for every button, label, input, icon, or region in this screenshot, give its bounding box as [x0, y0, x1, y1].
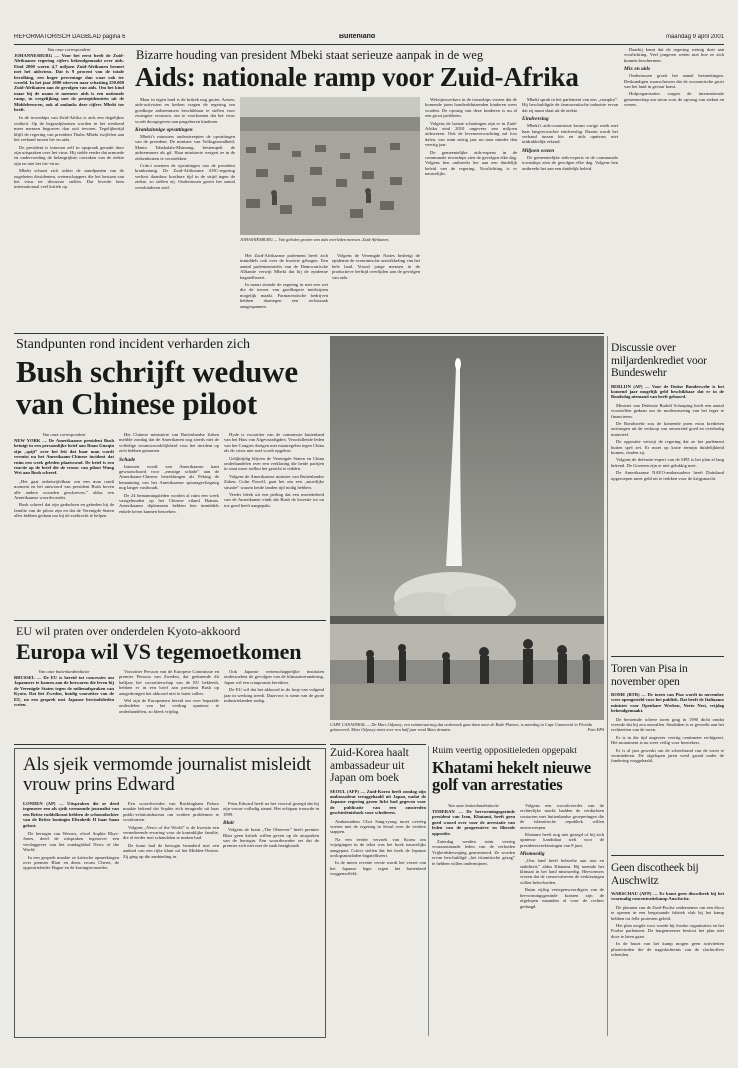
iran-headline: Khatami hekelt nieuwe golf van arrestaties — [432, 757, 591, 794]
bush-lead: NEW YORK — De Amerikaanse president Bush betuigt in een persoonlijke brief aan Ruan Guoqin zijn „spijt” over het feit dat haar man wordt vermist na het Amerikaans-Chinese incident dat ruim een week geleden plaatsvond. De brief is een reactie op de brief die de vrouw van piloot Wang Wei aan Bush schreef. — [14, 438, 114, 476]
mbeki-subhead: Miljoen wezen — [522, 147, 555, 154]
sidebar-rule — [611, 855, 724, 856]
mbeki-photo-caption: JOHANNESBURG — Van geleden graven van aids overleden mensen. Zuid-Afrikanen. — [240, 237, 390, 242]
bush-paragraph: Intussen wordt van Amerikaanse kant gewaarschuwd voor „ernstige schade” aan de Amerikaans-Chinese betrekkingen als Peking de bemanning van het Amerikaanse spionagevliegtuig nog langer vasthoudt. — [119, 463, 219, 491]
iran-paragraph: Zaterdag werden ruim veertig vooraanstaande leden van de verboden Vrijheidsbeweging gearresteerd. Ze worden ervan beschuldigd „het islamitische gezag” te hebben willen ondermijnen. — [432, 839, 515, 866]
mbeki-paragraph: Critici noemen de opvattingen van de president krankzinnig. De Zuid-Afrikaanse ANC-regering verliest daardoor kostbare tijd in de strijd tegen de ziekte, zo stellen zij. Ondertussen groeit het aantal weeskinderen snel. — [135, 163, 235, 190]
kyoto-paragraph: De EU wil dat het akkoord in de loop van volgend jaar in werking treedt. Daarvoor is steun van de grote industrielanden nodig. — [224, 687, 324, 704]
iran-column-1 — [432, 803, 515, 1035]
mbeki-kicker: Bizarre houding van president Mbeki staat serieuze aanpak in de weg — [136, 49, 484, 62]
disco-paragraph: Het plan zorgde voor woede bij Joodse organisaties en het Poolse parlement. De burgemeester besloot het plan niet door te laten gaan. — [611, 923, 724, 939]
kyoto-paragraph: Ook Japanse wetenschappelijke instituten onderzoeken de gevolgen van de klimaatverandering. Japan wil een compromis bereiken. — [224, 669, 324, 685]
edward-paragraph: In een gesprek maakte ze kritische opmerkingen over premier Blair en diens vrouw Cherie, de oppositieleider Hague en de koningin-moeder. — [23, 854, 119, 871]
kyoto-paragraph: Wel zijn de Europeanen bereid om over bepaalde onderdelen van het verdrag opnieuw te onderhandelen, zo bleek vrijdag. — [119, 698, 219, 714]
article-mbeki — [14, 47, 724, 332]
edward-subhead: Blair — [223, 820, 235, 827]
edward-column-3 — [223, 801, 319, 1031]
kyoto-byline: Van onze buitenlandredactie — [38, 669, 90, 674]
article-korea — [330, 747, 426, 1037]
pisa-paragraph: De beroemde scheve toren ging in 1990 dicht omdat vreesde dat hij zou omvallen. Sindsdien is er gewerkt aan het rechtzetten van de toren. — [611, 716, 724, 733]
edward-column-2 — [123, 801, 219, 1031]
sidebar-right — [611, 336, 724, 1038]
korea-paragraph: In de meest recente versie wordt het verzet van het Japanse leger tegen het buitenland weggemoffeld. — [330, 860, 426, 877]
kyoto-column-3 — [224, 669, 324, 743]
korea-headline: Zuid-Korea haalt ambassadeur uit Japan om boek — [330, 747, 409, 784]
mars-odyssey-photo — [330, 336, 604, 720]
pisa-paragraph: Er is al jaar gewerkt om de scheefstand van de toren te verminderen. De afgelopen jaren werd grond onder de fundering weggehaald. — [611, 747, 724, 764]
kyoto-paragraph: Voorzitter Persson van de Europese Commissie en premier Persson van Zweden, dat gedurende dit halfjaar het voorzitterschap van de EU bekleedt, hebben er in een brief aan president Bush op aangedrongen het akkoord niet te laten vallen. — [119, 669, 219, 696]
page-header — [14, 34, 724, 43]
mbeki-column-5 — [425, 97, 517, 329]
bush-paragraph: De 24 bemanningsleden worden al ruim een week vastgehouden op het Chinese eiland Hainan. Amerikaanse diplomaten hebben hen inmiddels enkele keren kunnen bezoeken. — [119, 492, 219, 514]
mbeki-paragraph: De president is intussen zelf in opspraak geraakt door zijn uitspraken over het virus. Hij stelde eerder dat armoede en ondervoeding de belangrijkste oorzaken van de ziekte zijn en niet het hiv-virus. — [14, 144, 124, 166]
korea-lead: SEOUL (AFP) — Zuid-Korea heeft zondag zijn ambassadeur teruggehaald uit Japan, nadat de Japanse regering groen licht had gegeven voor de publicatie van een omstreden geschiedenisboek voor scholieren. — [330, 788, 426, 816]
disco-lead: WARSCHAU (AFP) — Er komt geen discotheek bij het voormalig concentratiekamp Auschwitz. — [611, 891, 724, 902]
iran-column-2 — [520, 803, 604, 1035]
mbeki-column-7 — [624, 47, 724, 329]
korea-paragraph: Ambassadeur Choi Sang-ryong moet overleg voeren met de regering in Seoul over de verdere stappen. — [330, 818, 426, 835]
mbeki-subhead: Krankzinnige opvattingen — [135, 127, 193, 134]
kyoto-column-1 — [14, 669, 114, 743]
mbeki-paragraph: De gemeentelijke aids-experts in de communale townships zien de gevolgen elke dag. Volgens hen ontbreekt het aan een duidelijk beleid van de regering. Voorlichting is er nauwelijks. — [425, 149, 517, 177]
mbeki-paragraph: Het Zuid-Afrikaanse parlement heeft zich inmiddels ook over de kwestie gebogen. Een aantal parlementariërs van de Democratische Alliantie verwijt Mbeki dat hij de epidemie bagatelliseert. — [240, 253, 328, 280]
brief-disco — [611, 860, 724, 1038]
header-newspaper: REFORMATORISCH DAGBLAD pagina 6 — [14, 34, 126, 40]
sidebar-rule — [611, 656, 724, 657]
kredieten-paragraph: Minister van Defensie Rudolf Scharping heeft een aantal voorstellen gedaan om de modernisering van het leger te financieren. — [611, 402, 724, 419]
iran-paragraph: Khatami heeft nog niet gezegd of hij zich opnieuw kandidaat stelt voor de presidentsverkiezingen van 8 juni. — [520, 832, 604, 848]
kyoto-column-2 — [119, 669, 219, 743]
header-section: Buitenland — [339, 34, 376, 40]
mbeki-headline: Aids: nationale ramp voor Zuid-Afrika — [135, 64, 579, 91]
kyoto-kicker: EU wil praten over onderdelen Kyoto-akkoord — [16, 625, 241, 638]
article-kyoto — [14, 623, 326, 743]
mbeki-paragraph: Hulporganisaties vragen de internationale gemeenschap om steun voor de opvang van zieken en wezen. — [624, 91, 724, 108]
edward-lead: LONDEN (AP) — Uitspraken die ze deed tegenover een als sjeik vermomde journalist van een Britse roddelkrant hebben de schoondochter van de Britse koningin Elizabeth II haar baan gekost. — [23, 801, 119, 828]
edward-paragraph: De hertogin van Wessex, ofwel Sophie Rhys-Jones, deed de uitspraken tegenover een verslaggever van het zondagsblad News of the World. — [23, 831, 119, 853]
iran-byline: Van onze buitenlandredactie — [447, 803, 500, 808]
edward-paragraph: Prins Edward heeft na het voorval gezegd dat hij zijn vrouw volledig steunt. Het echtpaar trouwde in 1999. — [223, 801, 319, 817]
mbeki-column-3 — [240, 253, 328, 329]
bush-byline: Van onze correspondent — [42, 432, 86, 437]
korea-paragraph: Na een eerder verzoek van Korea om wijzigingen in de tekst was het boek nauwelijks aangepast. Critici stellen dat het boek de Japanse oorlogsmisdaden bagatelliseert. — [330, 836, 426, 858]
edward-paragraph: Volgens „News of the World” is de kwestie een vernederende ervaring voor de koninklijke familie, die al eerder met schandalen te maken had. — [123, 824, 219, 841]
header-date: maandag 9 april 2001 — [665, 34, 724, 40]
kredieten-paragraph: Volgens de defensie-expert van de SPD is het plan al lang bekend. De Groenen zijn er niet gelukkig mee. — [611, 457, 724, 468]
mbeki-paragraph: Mbeki's aids-commissie kwam vorige week met haar langverwachte eindverslag. Daarin wordt het verband tussen hiv en aids opnieuw niet uitdrukkelijk erkend. — [522, 123, 618, 145]
bush-paragraph: Hyde is voorzitter van de commissie buitenland van het Huis van Afgevaardigden. Verschillende leden van het Congres dreigen met maatregelen tegen China als de crisis niet snel wordt opgelost. — [224, 432, 324, 454]
article-iran — [432, 747, 604, 1037]
mbeki-paragraph: Mbeki schaart zich achter de standpunten van de zogeheten dissidenten, wetenschappers die het bestaan van het virus ter discussie stellen. Dat leverde hem internationaal veel kritiek op. — [14, 168, 124, 190]
iran-subhead: Mismoedig — [520, 851, 545, 858]
mbeki-byline: Van onze correspondent — [47, 47, 91, 52]
column-rule — [607, 336, 608, 1036]
kredieten-paragraph: De oppositie verwijt de regering dat ze het parlement buiten spel zet. Er moet op korte termijn duidelijkheid komen, vinden zij. — [611, 439, 724, 455]
mbeki-paragraph: In maart stemde de regering in met een wet die de invoer van goedkopere medicijnen mogelijk maakt. Farmaceutische bedrijven hebben daartegen een rechtszaak aangespannen. — [240, 282, 328, 309]
section-rule — [14, 744, 326, 745]
bush-column-3 — [224, 432, 324, 618]
mbeki-paragraph: Mbeki's ministers onderstreepten de opvattingen van de president. De minister van Volksgezondheid, Manto Tshabalala-Msimang, bestempelt de aidsremmers als gif. Haar ministerie weigert ze in de ziekenhuizen te verstrekken. — [135, 134, 235, 161]
bush-paragraph: Volgens de Amerikaanse minister van Buitenlandse Zaken, Colin Powell, gaat het om een „moeilijke situatie” waarin beide landen tijd nodig hebben. — [224, 473, 324, 490]
mbeki-subhead: Mix en aids — [624, 66, 651, 73]
mbeki-column-2 — [135, 97, 235, 329]
iran-paragraph: Volgens een woordvoerder van de rechterlijke macht hadden de verdachten contacten met buitenlandse groeperingen die de islamitische republiek willen omverwerpen. — [520, 803, 604, 830]
mbeki-paragraph: Mbeki sprak in het parlement van een „complot”. Hij beschuldigde de farmaceutische industrie ervan dat zij munt slaat uit de ziekte. — [522, 97, 618, 113]
bush-headline: Bush schrijft weduwe van Chinese piloot — [16, 356, 298, 420]
kredieten-paragraph: De Amerikaanse NAVO-ambassadeur heeft Duitsland opgeroepen meer geld uit te trekken voor de krijgsmacht. — [611, 470, 724, 481]
brief-pisa — [611, 661, 724, 851]
iran-lead: TEHERAN — De hervormingsgezinde president van Iran, Khatami, heeft geen goed woord over voor de arrestatie van leden van de progressieve en liberale oppositie. — [432, 809, 515, 836]
bush-paragraph: Verder bleek uit een peiling dat een meerderheid van de Amerikanen vindt dat Bush de kwestie tot nu toe goed heeft aangepakt. — [224, 492, 324, 508]
mbeki-column-4 — [332, 253, 420, 329]
rocket-launch-illustration — [330, 336, 604, 720]
edward-column-1 — [23, 801, 119, 1031]
disco-headline: Geen discotheek bij Auschwitz — [611, 862, 699, 887]
mbeki-paragraph: In de townships van Zuid-Afrika is aids een dagelijkse realiteit. Op de begraafplaatsen worden in het weekend meer mensen begraven dan ooit tevoren. Tegelijkertijd blijft de regering van president Thabo Mbeki twijfelen aan het verband tussen hiv en aids. — [14, 115, 124, 143]
mbeki-lead: JOHANNESBURG — Voor het eerst heeft de Zuid-Afrikaanse regering cijfers bekendgemaakt over aids. Eind 2000 waren 4,7 miljoen Zuid-Afrikanen besmet met het aidsvirus. Dat is 9 procent van de totale bevolking, een hoger percentage dan waar ook ter wereld. In het jaar 2000 stierven naar schatting 250.000 Zuid-Afrikanen aan de gevolgen van aids. Om het kind maar bij de naam te noemen: aids is een nationale ramp, in vergelijking met de pestepidemieën uit de Middeleeuwen, ook al ondanks deze cijfers Mbeki toe heeft. — [14, 53, 124, 113]
edward-paragraph: Volgens de krant „The Observer” heeft premier Blair geen kritiek willen geven op de uitspraken van de hertogin. Een woordvoerder zei dat de premier zich niet met de zaak bezighoudt. — [223, 827, 319, 849]
kredieten-lead: BERLIJN (AP) — Voor de Duitse Bundeswehr is het komend jaar mogelijk geld beschikbaar dat er in de Bondsdag niemand van heeft gehoord. — [611, 383, 724, 400]
pisa-paragraph: Er is in die tijd ongeveer veertig centimeter rechtgezet. Het monument is nu weer veilig voor bezoekers. — [611, 734, 724, 746]
article-edward — [14, 748, 326, 1038]
iran-paragraph: „Ons land heeft behoefte aan rust en stabiliteit,” aldus Khatami. Hij noemde het klimaat in het land mismoedig. Hervormers vrezen dat de conservatieven de verkiezingen willen beïnvloeden. — [520, 858, 604, 885]
pisa-lead: ROME (RTR) — De toren van Pisa wordt in november weer opengesteld voor het publiek. Dat heeft de Italiaanse minister voor Openbare Werken, Nerio Nesi, vrijdag bekendgemaakt. — [611, 692, 724, 714]
mbeki-photo-graves — [240, 97, 420, 235]
bush-paragraph: „Het gaat onbetwijfelbaar om een man rondt moment en het antwoord van president Bush boven alle andere woorden geschreven,” aldus een Amerikaanse woordvoerder. — [14, 478, 114, 501]
mbeki-column-6 — [522, 97, 618, 329]
disco-paragraph: De plannen van de Zuid-Poolse ondernemer om een disco te openen in een leegstaande fabriek vlak bij het kamp hebben tot felle protesten geleid. — [611, 904, 724, 921]
edward-headline: Als sjeik vermomde journalist misleidt vrouw prins Edward — [23, 755, 311, 795]
disco-paragraph: In de buurt van het kamp mogen geen activiteiten plaatsvinden die de nagedachtenis van de slachtoffers schenden. — [611, 941, 724, 958]
brief-kredieten — [611, 336, 724, 652]
mbeki-paragraph: De gemeentelijke aids-experts in de communale townships zien de gevolgen elke dag. Volgens hen ontbreekt het aan een duidelijk beleid. — [522, 154, 618, 171]
article-bush — [14, 336, 326, 619]
kyoto-lead: BRUSSEL — De EU is bereid tot concessies om Japanners te komen aan de bezwaren die leven bij de Verenigde Staten tegen de milieuafspraken van Kyoto. Dat liet Zweden, huidig voorzitter van de EU, na een gesprek met Japanse bewindslieden weten. — [14, 675, 114, 708]
mbeki-paragraph: Maar in eigen land is de kritiek nog groter. Artsen, aids-activisten en kerken vragen de regering om goedkope aidsremmers beschikbaar te stellen voor zwangere vrouwen, om te voorkomen dat het virus wordt doorgegeven aan pasgeboren kinderen. — [135, 97, 235, 124]
mbeki-paragraph: Daarbij komt dat de regering weinig doet aan voorlichting. Veel jongeren weten niet hoe ze zich kunnen beschermen. — [624, 47, 724, 63]
iran-paragraph: Ruim vijftig vertegenwoordigers van de hervormingsgezinde kranten zijn de afgelopen maanden al voor de rechter gedaagd. — [520, 887, 604, 909]
bush-column-2 — [119, 432, 219, 618]
edward-paragraph: De krant had de hertogin benaderd met een aanbod van een rijke klant uit het Midden-Oosten. Zij ging op die aanbieding in. — [123, 842, 219, 859]
pisa-headline: Toren van Pisa in november open — [611, 663, 688, 688]
edward-paragraph: Een woordvoerder van Buckingham Palace maakte bekend dat Sophie zich terugtrekt uit haar public-relationsbureau om verdere problemen te voorkomen. — [123, 801, 219, 823]
bush-kicker: Standpunten rond incident verharden zich — [16, 338, 251, 352]
mbeki-subhead: Eindverslag — [522, 116, 549, 123]
mbeki-paragraph: Volgens de Verenigde Naties bedreigt de epidemie de economische ontwikkeling van het hele land. Vooral jonge mensen in de productieve leeftijd overlijden aan de gevolgen van aids. — [332, 253, 420, 280]
bush-paragraph: Gelijktijdig blijven de Verenigde Staten en China onderhandelen over een verklaring die beide partijen in staat moet stellen het gezicht te redden. — [224, 455, 324, 472]
section-rule — [330, 744, 426, 745]
photo-credit: Foto EPA — [587, 727, 604, 732]
header-rule — [14, 44, 724, 45]
mars-odyssey-caption — [330, 722, 604, 732]
bush-subhead: Schade — [119, 456, 136, 463]
kredieten-headline: Discussie over miljardenkrediet voor Bundeswehr — [611, 342, 707, 379]
graves-illustration — [240, 97, 420, 235]
bush-paragraph: Het Chinese ministerie van Buitenlandse Zaken meldde zondag dat de Amerikanen nog steeds niet de volledige verantwoordelijkheid voor het incident op zich hebben genomen. — [119, 432, 219, 454]
bush-paragraph: Bush schreef dat zijn gedachten en gebeden bij de familie van de piloot zijn en dat de Verenigde Staten alles hebben gedaan om bij de zoektocht te helpen. — [14, 502, 114, 519]
column-rule — [428, 746, 429, 1036]
section-rule — [14, 333, 604, 334]
mbeki-lead-column — [14, 47, 124, 330]
section-rule — [14, 620, 326, 621]
kredieten-paragraph: De Bondswebr zou de komende jaren extra kredieten ontvangen uit de verkoop van onroerend goed en overbodig materieel. — [611, 420, 724, 437]
mbeki-paragraph: Ondertussen groeit het aantal besmettingen. Deskundigen waarschuwen dat de economische groei van het land in gevaar komt. — [624, 73, 724, 90]
iran-kicker: Ruim veertig oppositieleden opgepakt — [432, 747, 577, 756]
kyoto-headline: Europa wil VS tegemoetkomen — [16, 641, 302, 663]
mbeki-paragraph: Welzijnswerkers in de townships vrezen dat de komende jaren honderdduizenden kinderen wees worden. De opvang van deze kinderen is nu al een groot probleem. — [425, 97, 517, 119]
mbeki-paragraph: Volgens de laatste schattingen zijn er in Zuid-Afrika eind 2010 ongeveer een miljoen aidswezen. Ook de levensverwachting zal fors dalen, van ruim zestig jaar nu naar minder dan veertig jaar. — [425, 120, 517, 148]
caption-text: CAPE CANAVERAL — De Mars Odyssey, een ruimtevaartuig dat onderzoek gaat doen naar de Rode Planeet, is zaterdag in Cape Canaveral in Florida gelanceerd. Mars Odyssey moet over een half jaar rond Mars draaien. — [330, 722, 592, 732]
bush-column-1 — [14, 432, 114, 618]
